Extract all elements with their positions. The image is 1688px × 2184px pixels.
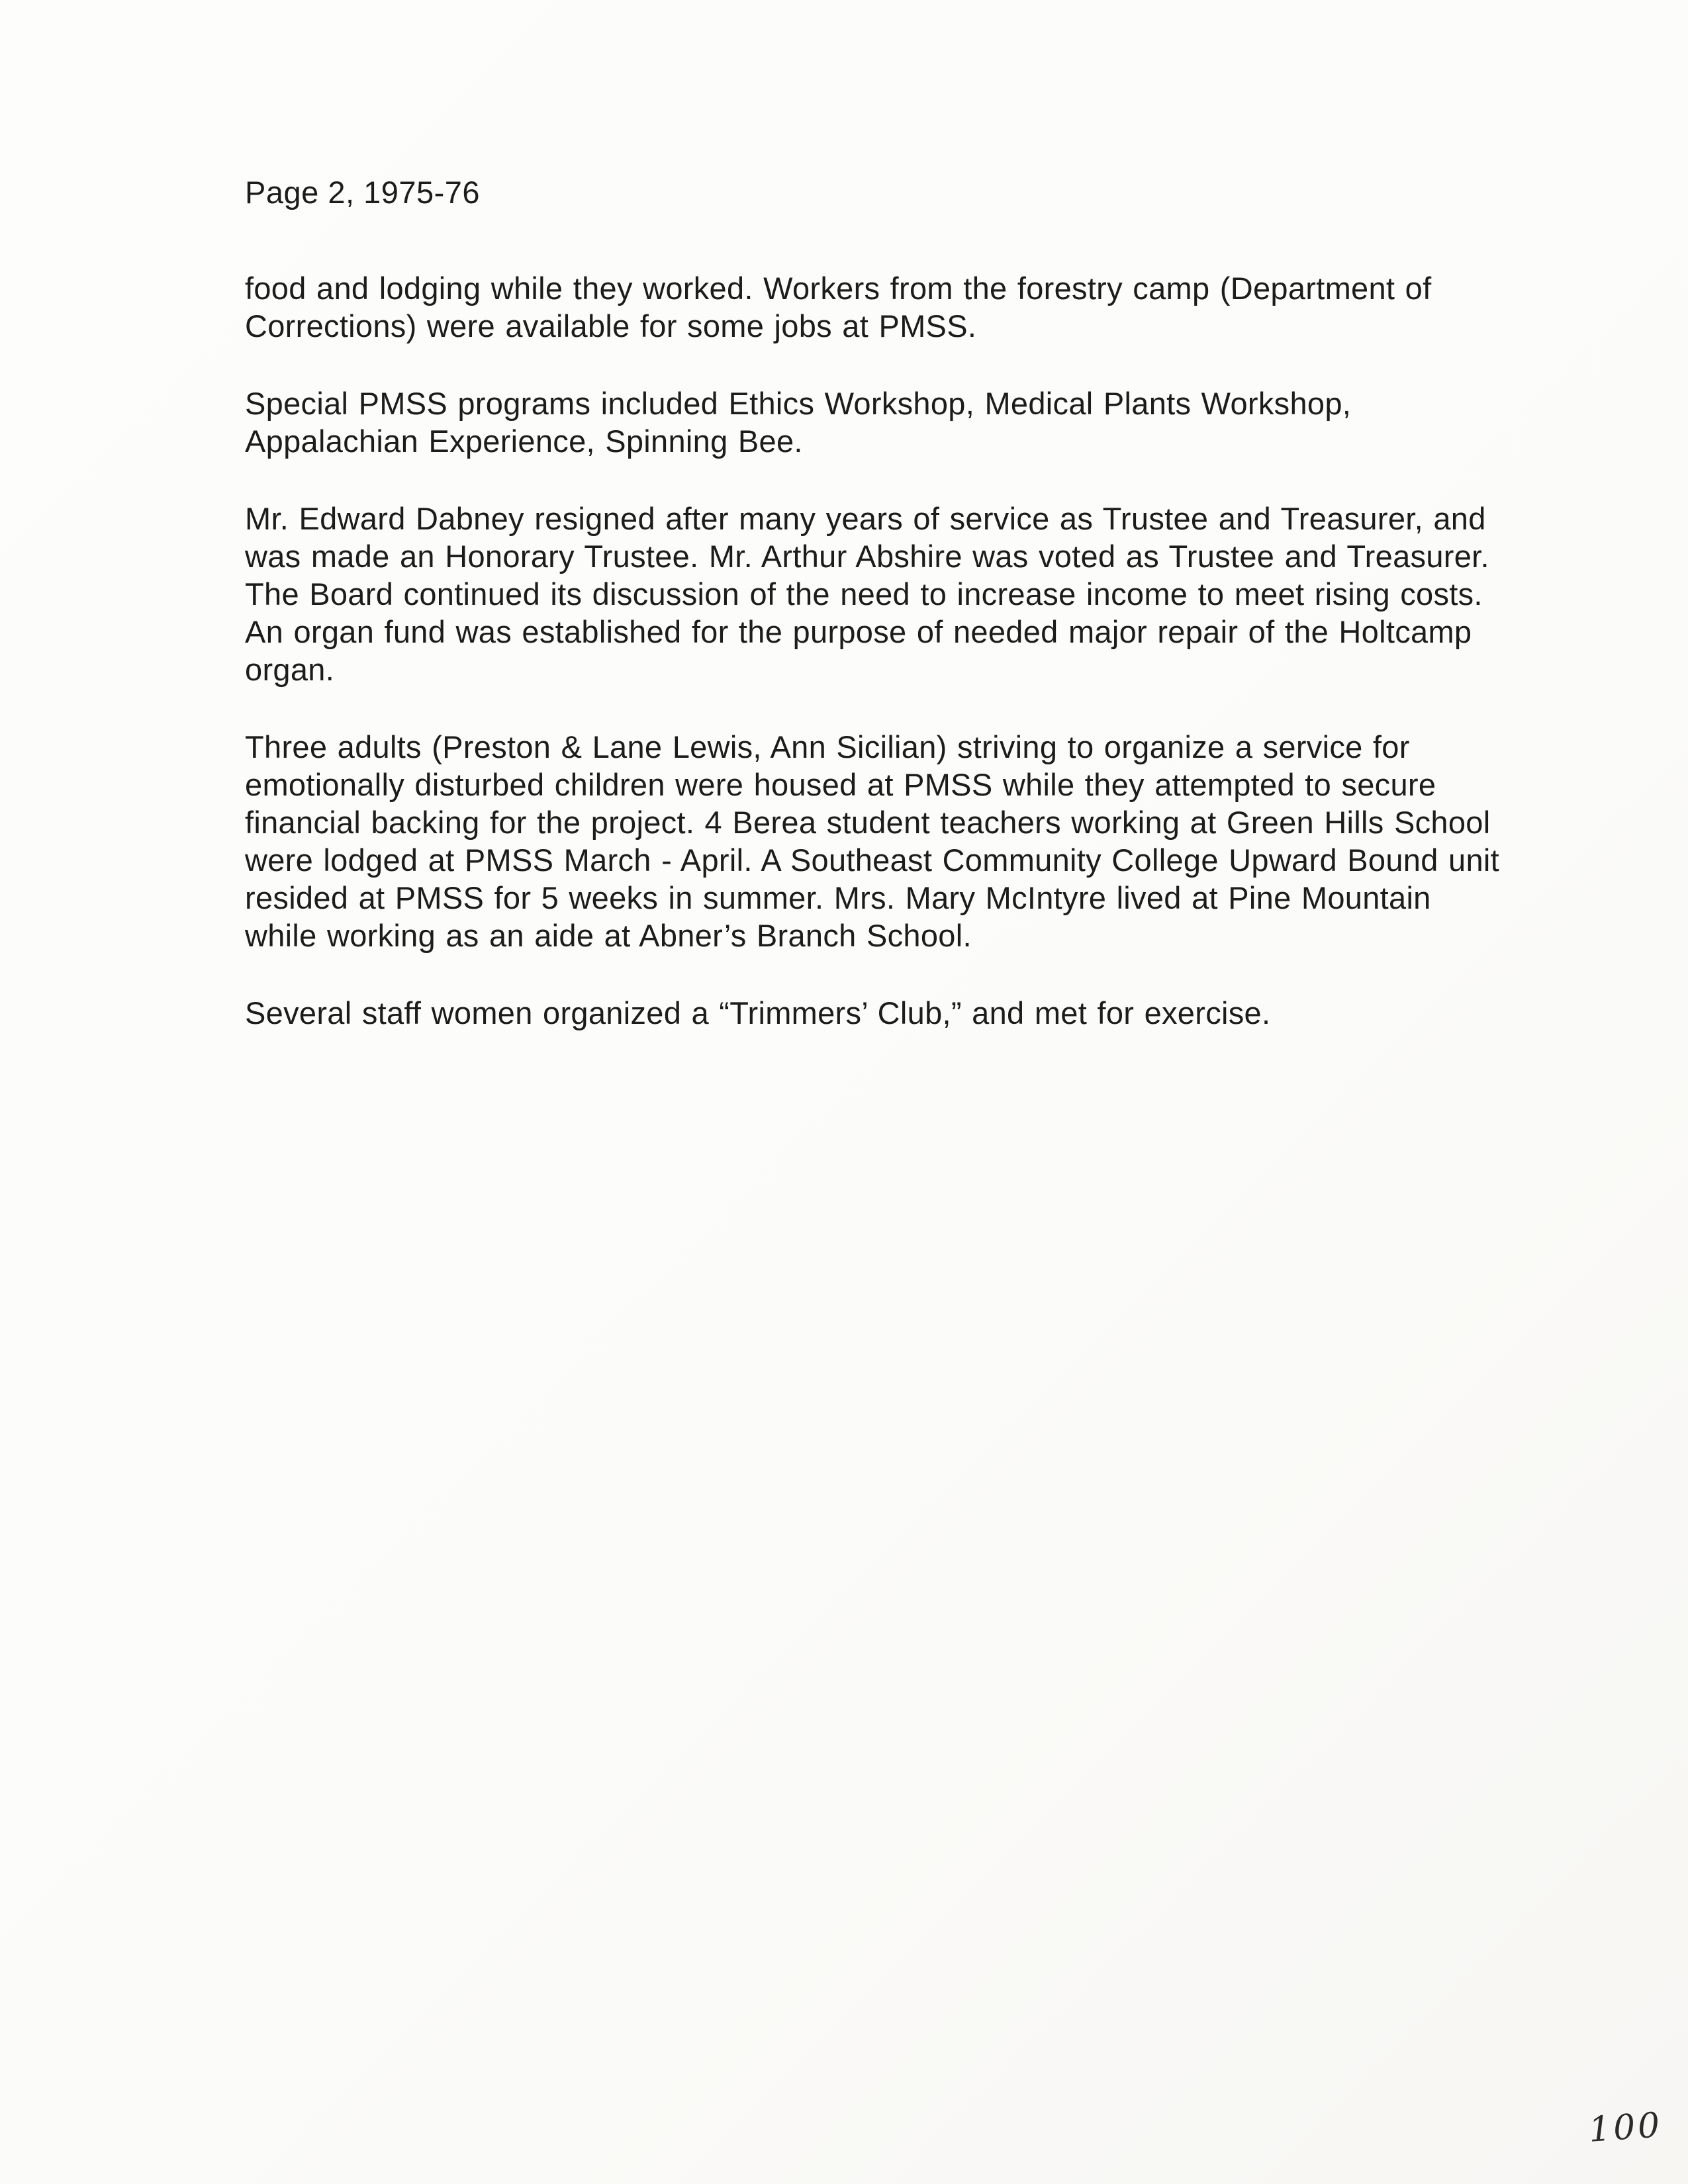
document-text-block: [245, 173, 1509, 1071]
paragraph: Three adults (Preston & Lane Lewis, Ann Sicilian) striving to organize a service for emotionally disturbed children were housed at PMSS while they attempted to secure financial backing for the project. 4 Berea student teachers working at Green Hills School were lodged at PMSS March - April. A Southeast Community College Upward Bound unit resided at PMSS for 5 weeks in summer. Mrs. Mary McIntyre lived at Pine Mountain while working as an aide at Abner’s Branch School.: [245, 729, 1499, 953]
page-header: Page 2, 1975-76: [245, 175, 481, 210]
paragraph: Mr. Edward Dabney resigned after many years of service as Trustee and Treasurer, and was made an Honorary Trustee. Mr. Arthur Abshire was voted as Trustee and Treasurer. The Board continued its discussion of the need to increase income to meet rising costs. An organ fund was established for the purpose of needed major repair of the Holtcamp organ.: [245, 501, 1489, 687]
handwritten-page-number: 100: [1587, 2105, 1664, 2150]
paragraph: Special PMSS programs included Ethics Workshop, Medical Plants Workshop, Appalachian Experience, Spinning Bee.: [245, 386, 1352, 459]
paragraph: food and lodging while they worked. Workers from the forestry camp (Department of Corrections) were available for some jobs at PMSS.: [245, 271, 1432, 343]
paragraph: Several staff women organized a “Trimmers’ Club,” and met for exercise.: [245, 995, 1271, 1030]
